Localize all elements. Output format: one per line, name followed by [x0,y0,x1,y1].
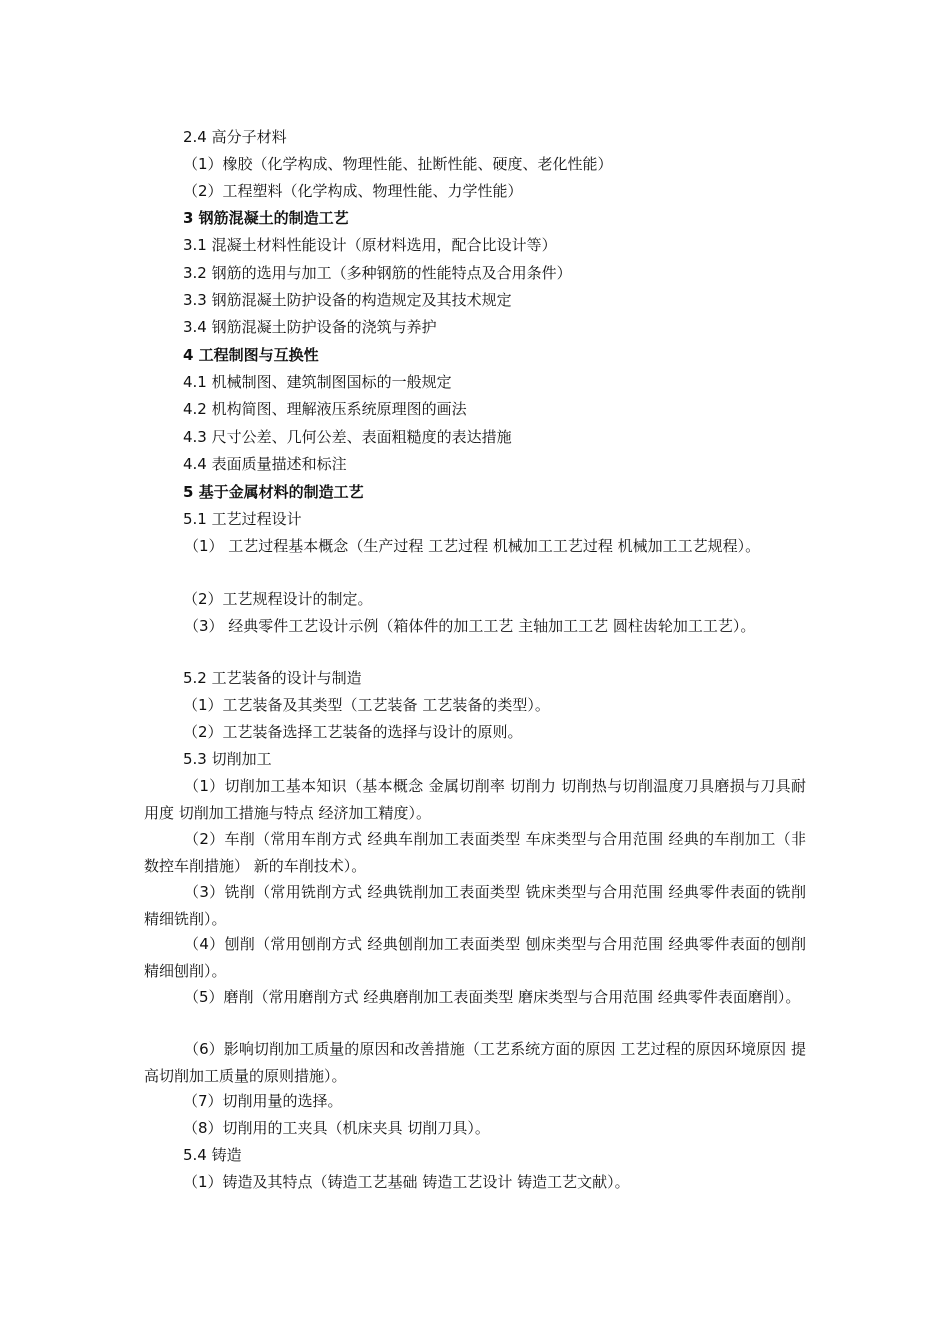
section-heading: 4.2 机构简图、理解液压系统原理图的画法 [183,400,467,418]
chapter-heading: 3 钢筋混凝土的制造工艺 [183,209,349,227]
list-item: （3） 经典零件工艺设计示例（箱体件的加工工艺 主轴加工工艺 圆柱齿轮加工工艺）。 [184,617,756,635]
list-item: （5）磨削（常用磨削方式 经典磨削加工表面类型 磨床类型与合用范围 经典零件表面磨削）。 [184,988,801,1006]
chapter-heading: 5 基于金属材料的制造工艺 [183,483,364,501]
section-heading: 3.3 钢筋混凝土防护设备的构造规定及其技术规定 [183,291,512,309]
section-heading: 5.4 铸造 [183,1146,242,1164]
list-item: （2）工艺装备选择工艺装备的选择与设计的原则。 [183,723,523,741]
list-item: （1）铸造及其特点（铸造工艺基础 铸造工艺设计 铸造工艺文献）。 [183,1173,630,1191]
list-item: （1）切削加工基本知识（基本概念 金属切削率 切削力 切削热与切削温度刀具磨损与刀具耐用度 切削加工措施与特点 经济加工精度）。 [144,777,806,822]
list-item: （8）切削用的工夹具（机床夹具 切削刀具）。 [183,1119,490,1137]
list-item: （2）车削（常用车削方式 经典车削加工表面类型 车床类型与合用范围 经典的车削加工（非数控车削措施） 新的车削技术）。 [144,830,806,875]
section-heading: 3.1 混凝土材料性能设计（原材料选用，配合比设计等） [183,236,557,254]
section-heading: 4.3 尺寸公差、几何公差、表面粗糙度的表达措施 [183,428,512,446]
chapter-heading: 4 工程制图与互换性 [183,346,319,364]
section-heading: 3.4 钢筋混凝土防护设备的浇筑与养护 [183,318,437,336]
list-item: （1）橡胶（化学构成、物理性能、扯断性能、硬度、老化性能） [183,155,613,173]
section-heading: 5.2 工艺装备的设计与制造 [183,669,362,687]
section-heading: 2.4 高分子材料 [183,128,287,146]
list-item: （2）工艺规程设计的制定。 [183,590,373,608]
list-item: （1） 工艺过程基本概念（生产过程 工艺过程 机械加工工艺过程 机械加工工艺规程）。 [184,537,761,555]
list-item: （1）工艺装备及其类型（工艺装备 工艺装备的类型）。 [183,696,550,714]
section-heading: 4.4 表面质量描述和标注 [183,455,347,473]
section-heading: 4.1 机械制图、建筑制图国标的一般规定 [183,373,452,391]
list-item: （4）刨削（常用刨削方式 经典刨削加工表面类型 刨床类型与合用范围 经典零件表面的刨削 精细刨削）。 [144,935,806,980]
list-item: （7）切削用量的选择。 [183,1092,343,1110]
section-heading: 5.1 工艺过程设计 [183,510,302,528]
list-item: （2）工程塑料（化学构成、物理性能、力学性能） [183,182,523,200]
section-heading: 3.2 钢筋的选用与加工（多种钢筋的性能特点及合用条件） [183,264,572,282]
list-item: （3）铣削（常用铣削方式 经典铣削加工表面类型 铣床类型与合用范围 经典零件表面的铣削 精细铣削）。 [144,883,806,928]
list-item: （6）影响切削加工质量的原因和改善措施（工艺系统方面的原因 工艺过程的原因环境原因 提高切削加工质量的原则措施）。 [144,1040,806,1085]
section-heading: 5.3 切削加工 [183,750,272,768]
